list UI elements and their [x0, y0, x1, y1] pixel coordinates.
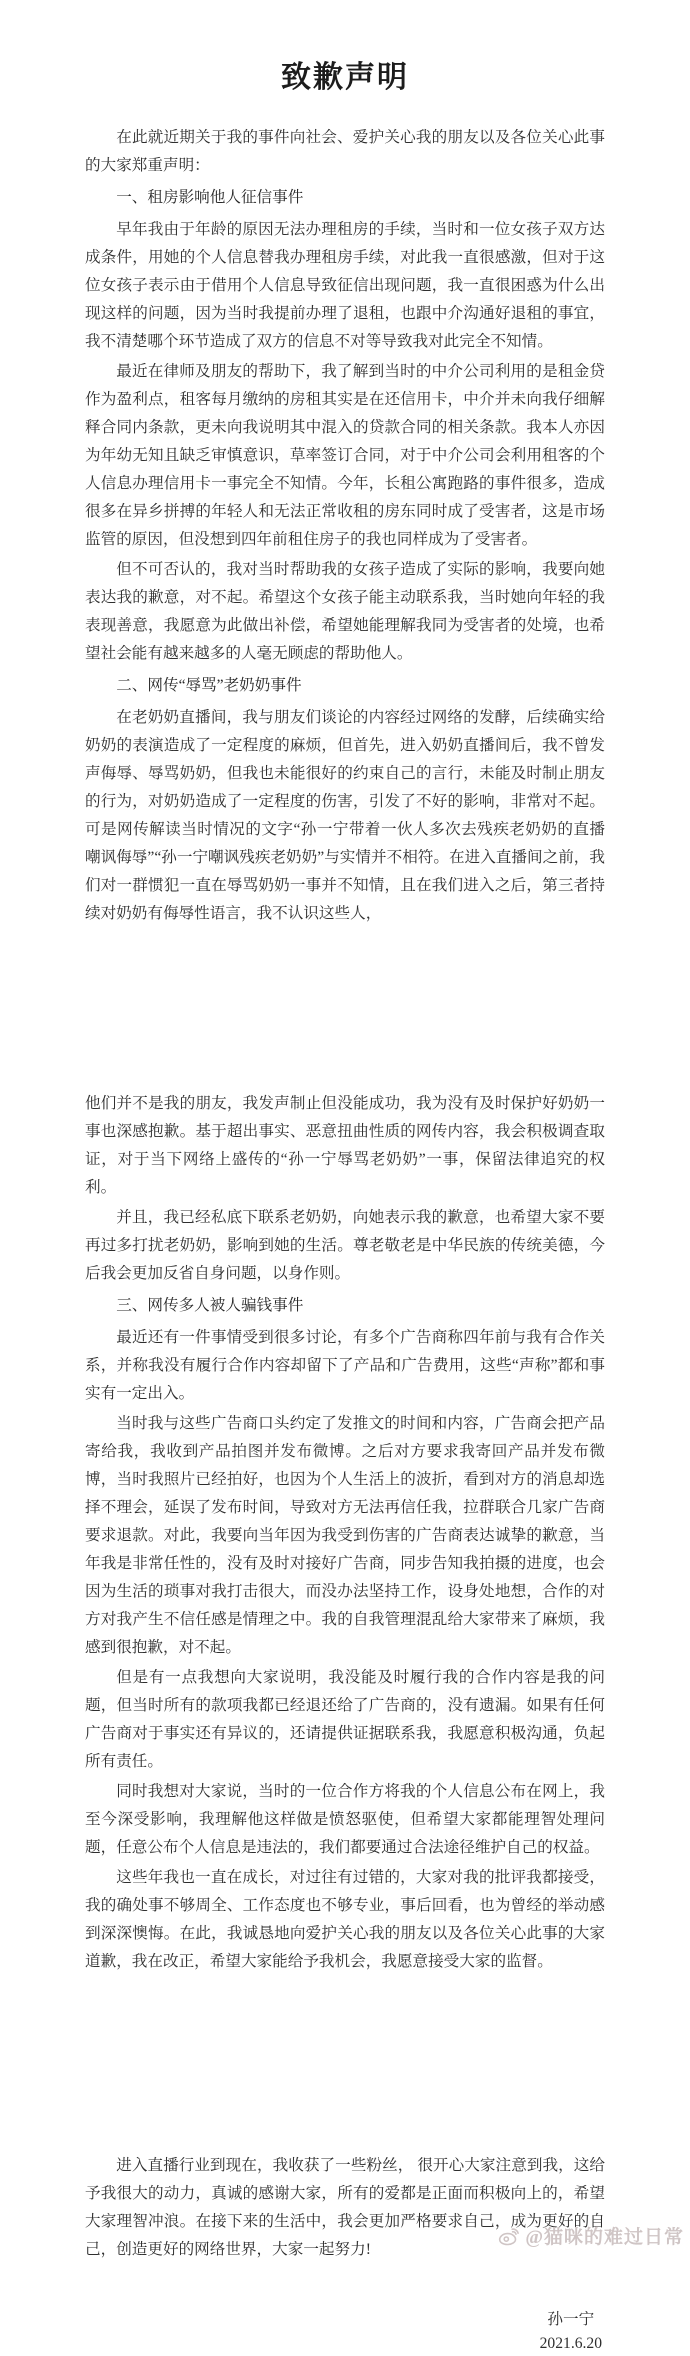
paragraph: 在此就近期关于我的事件向社会、爱护关心我的朋友以及各位关心此事的大家郑重声明：	[85, 129, 605, 174]
paragraph: 在老奶奶直播间，我与朋友们谈论的内容经过网络的发酵，后续确实给奶奶的表演造成了一定程度的麻烦，但首先，进入奶奶直播间后，我不曾发声侮辱、辱骂奶奶，但我也未能很好的约束自己的言行，未能及时制止朋友的行为，对奶奶造成了一定程度的伤害，引发了不好的影响，非常对不起。可是网传解读当时情况的文字“孙一宁带着一伙人多次去残疾老奶奶的直播嘲讽侮辱”“孙一宁嘲讽残疾老奶奶”与实情并不相符。在进入直播间之前，我们对一群惯犯一直在辱骂奶奶一事并不知情，且在我们进入之后，第三者持续对奶奶有侮辱性语言，我不认识这些人，	[85, 709, 605, 922]
paragraph: 最近还有一件事情受到很多讨论，有多个广告商称四年前与我有合作关系，并称我没有履行合作内容却留下了产品和广告费用，这些“声称”都和事实有一定出入。	[85, 1329, 605, 1402]
paragraph: 进入直播行业到现在，我收获了一些粉丝， 很开心大家注意到我，这给予我很大的动力，真诚的感谢大家，所有的爱都是正面而积极向上的，希望大家理智冲浪。在接下来的生活中，我会更加严格要求自己，成为更好的自己，创造更好的网络世界，大家一起努力!	[85, 2157, 605, 2258]
spacer	[85, 930, 605, 1088]
spacer	[85, 1978, 605, 2150]
section-heading: 二、网传“辱骂”老奶奶事件	[116, 677, 302, 694]
paragraph: 当时我与这些广告商口头约定了发推文的时间和内容，广告商会把产品寄给我，我收到产品拍图并发布微博。之后对方要求我寄回产品并发布微博，当时我照片已经拍好，也因为个人生活上的波折，看到对方的消息却选择不理会，延误了发布时间，导致对方无法再信任我，拉群联合几家广告商要求退款。对此，我要向当年因为我受到伤害的广告商表达诚挚的歉意，当年我是非常任性的，没有及时对接好广告商，同步告知我拍摄的进度，也会因为生活的琐事对我打击很大，而没办法坚持工作，设身处地想，合作的对方对我产生不信任感是情理之中。我的自我管理混乱给大家带来了麻烦，我感到很抱歉，对不起。	[85, 1415, 605, 1656]
paragraph: 他们并不是我的朋友，我发声制止但没能成功，我为没有及时保护好奶奶一事也深感抱歉。基于超出事实、恶意扭曲性质的网传内容，我会积极调查取证，对于当下网络上盛传的“孙一宁辱骂老奶奶”一事，保留法律追究的权利。	[85, 1095, 605, 1196]
paragraph: 但不可否认的，我对当时帮助我的女孩子造成了实际的影响，我要向她表达我的歉意，对不起。希望这个女孩子能主动联系我，当时她向年轻的我表现善意，我愿意为此做出补偿，希望她能理解我同为受害者的处境，也希望社会能有越来越多的人毫无顾虑的帮助他人。	[85, 561, 605, 662]
signature-date: 2021.6.20	[539, 2335, 602, 2352]
watermark-handle: @猫咪的难过日常	[525, 2227, 684, 2248]
paragraph: 最近在律师及朋友的帮助下，我了解到当时的中介公司利用的是租金贷作为盈利点，租客每月缴纳的房租其实是在还信用卡，中介并未向我仔细解释合同内条款，更未向我说明其中混入的贷款合同的相关条款。我本人亦因为年幼无知且缺乏审慎意识，草率签订合同，对于中介公司会利用租客的个人信息办理信用卡一事完全不知情。今年，长租公寓跑路的事件很多，造成很多在异乡拼搏的年轻人和无法正常收租的房东同时成了受害者，这是市场监管的原因，但没想到四年前租住房子的我也同样成为了受害者。	[85, 363, 605, 548]
paragraph: 但是有一点我想向大家说明，我没能及时履行我的合作内容是我的问题，但当时所有的款项我都已经退还给了广告商的，没有遗漏。如果有任何广告商对于事实还有异议的，还请提供证据联系我，我愿意积极沟通，负起所有责任。	[85, 1669, 605, 1770]
paragraph: 早年我由于年龄的原因无法办理租房的手续，当时和一位女孩子双方达成条件，用她的个人信息替我办理租房手续，对此我一直很感激，但对于这位女孩子表示由于借用个人信息导致征信出现问题，我一直很困惑为什么出现这样的问题，因为当时我提前办理了退租，也跟中介沟通好退租的事宜，我不清楚哪个环节造成了双方的信息不对等导致我对此完全不知情。	[85, 221, 605, 350]
document-body	[85, 124, 605, 2264]
document-title: 致歉声明	[281, 61, 409, 94]
paragraph: 同时我想对大家说，当时的一位合作方将我的个人信息公布在网上，我至今深受影响，我理解他这样做是愤怒驱使，但希望大家都能理智处理问题，任意公布个人信息是违法的，我们都要通过合法途径维护自己的权益。	[85, 1783, 605, 1856]
watermark	[497, 2222, 684, 2249]
weibo-logo-icon	[497, 2224, 521, 2248]
paragraph: 并且，我已经私底下联系老奶奶，向她表示我的歉意，也希望大家不要再过多打扰老奶奶，影响到她的生活。尊老敬老是中华民族的传统美德，今后我会更加反省自身问题，以身作则。	[85, 1209, 605, 1282]
signature-block	[0, 2308, 690, 2356]
signature-name: 孙一宁	[547, 2311, 595, 2328]
section-heading: 一、租房影响他人征信事件	[116, 189, 304, 206]
paragraph: 这些年我也一直在成长，对过往有过错的，大家对我的批评我都接受，我的确处事不够周全、工作态度也不够专业，事后回看，也为曾经的举动感到深深懊悔。在此，我诚恳地向爱护关心我的朋友以及各位关心此事的大家道歉，我在改正，希望大家能给予我机会，我愿意接受大家的监督。	[85, 1869, 605, 1970]
section-heading: 三、网传多人被人骗钱事件	[116, 1297, 304, 1314]
